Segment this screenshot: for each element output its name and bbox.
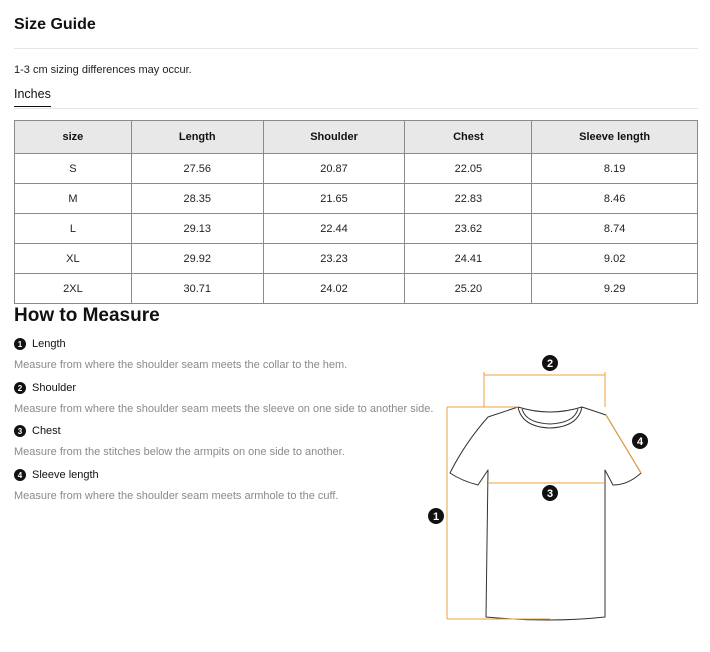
table-cell: 9.02 (532, 244, 698, 274)
divider (14, 48, 698, 49)
number-4-icon: 4 (14, 469, 26, 481)
table-row (15, 274, 698, 304)
measure-item-length (14, 338, 347, 371)
svg-text:1: 1 (432, 511, 440, 523)
table-cell: 22.83 (405, 184, 532, 214)
table-header-row (15, 121, 698, 154)
table-cell: 22.05 (405, 154, 532, 184)
svg-text:4: 4 (636, 436, 644, 448)
tshirt-diagram (420, 345, 680, 635)
svg-text:3: 3 (546, 488, 554, 500)
table-cell: 29.13 (131, 214, 263, 244)
measure-item-description: Measure from where the shoulder seam meets armhole to the cuff. (14, 490, 339, 502)
table-cell: M (15, 184, 132, 214)
table-cell: 28.35 (131, 184, 263, 214)
column-header-size: size (15, 121, 132, 154)
table-cell: 27.56 (131, 154, 263, 184)
column-header-sleeve-length: Sleeve length (532, 121, 698, 154)
measure-item-description: Measure from where the shoulder seam meets the collar to the hem. (14, 359, 348, 371)
table-cell: 8.46 (532, 184, 698, 214)
marker-2-icon (542, 355, 558, 371)
table-cell: 24.02 (263, 274, 405, 304)
measure-item-chest (14, 425, 345, 458)
table-cell: 29.92 (131, 244, 263, 274)
measure-item-description: Measure from the stitches below the armpits on one side to another. (14, 446, 345, 458)
table-cell: 8.19 (532, 154, 698, 184)
how-to-measure-heading: How to Measure (14, 305, 160, 326)
number-2-icon: 2 (14, 382, 26, 394)
column-header-length: Length (131, 121, 263, 154)
page-title: Size Guide (14, 16, 96, 33)
table-row (15, 214, 698, 244)
table-cell: S (15, 154, 132, 184)
table-cell: 21.65 (263, 184, 405, 214)
tab-divider (14, 108, 698, 109)
table-cell: 8.74 (532, 214, 698, 244)
table-cell: 23.23 (263, 244, 405, 274)
column-header-chest: Chest (405, 121, 532, 154)
measure-item-label: Shoulder (32, 382, 77, 394)
marker-3-icon (542, 485, 558, 501)
size-table (14, 120, 698, 304)
number-1-icon: 1 (14, 338, 26, 350)
sizing-note: 1-3 cm sizing differences may occur. (14, 64, 192, 76)
measure-item-label: Length (32, 338, 66, 350)
table-cell: XL (15, 244, 132, 274)
table-cell: 24.41 (405, 244, 532, 274)
table-cell: 25.20 (405, 274, 532, 304)
table-cell: 2XL (15, 274, 132, 304)
svg-text:2: 2 (546, 358, 554, 370)
measure-item-description: Measure from where the shoulder seam meets the sleeve on one side to another side. (14, 403, 434, 415)
table-cell: 30.71 (131, 274, 263, 304)
table-cell: L (15, 214, 132, 244)
measure-item-label: Chest (32, 425, 61, 437)
measure-item-label: Sleeve length (32, 469, 99, 481)
column-header-shoulder: Shoulder (263, 121, 405, 154)
measure-item-shoulder (14, 382, 433, 415)
table-cell: 20.87 (263, 154, 405, 184)
number-3-icon: 3 (14, 425, 26, 437)
table-row (15, 154, 698, 184)
measure-item-sleeve-length (14, 469, 338, 502)
table-cell: 22.44 (263, 214, 405, 244)
marker-1-icon (428, 508, 444, 524)
table-cell: 9.29 (532, 274, 698, 304)
table-cell: 23.62 (405, 214, 532, 244)
tshirt-outline-icon (450, 407, 641, 620)
table-row (15, 184, 698, 214)
marker-4-icon (632, 433, 648, 449)
table-row (15, 244, 698, 274)
tab-inches[interactable]: Inches (14, 87, 51, 107)
